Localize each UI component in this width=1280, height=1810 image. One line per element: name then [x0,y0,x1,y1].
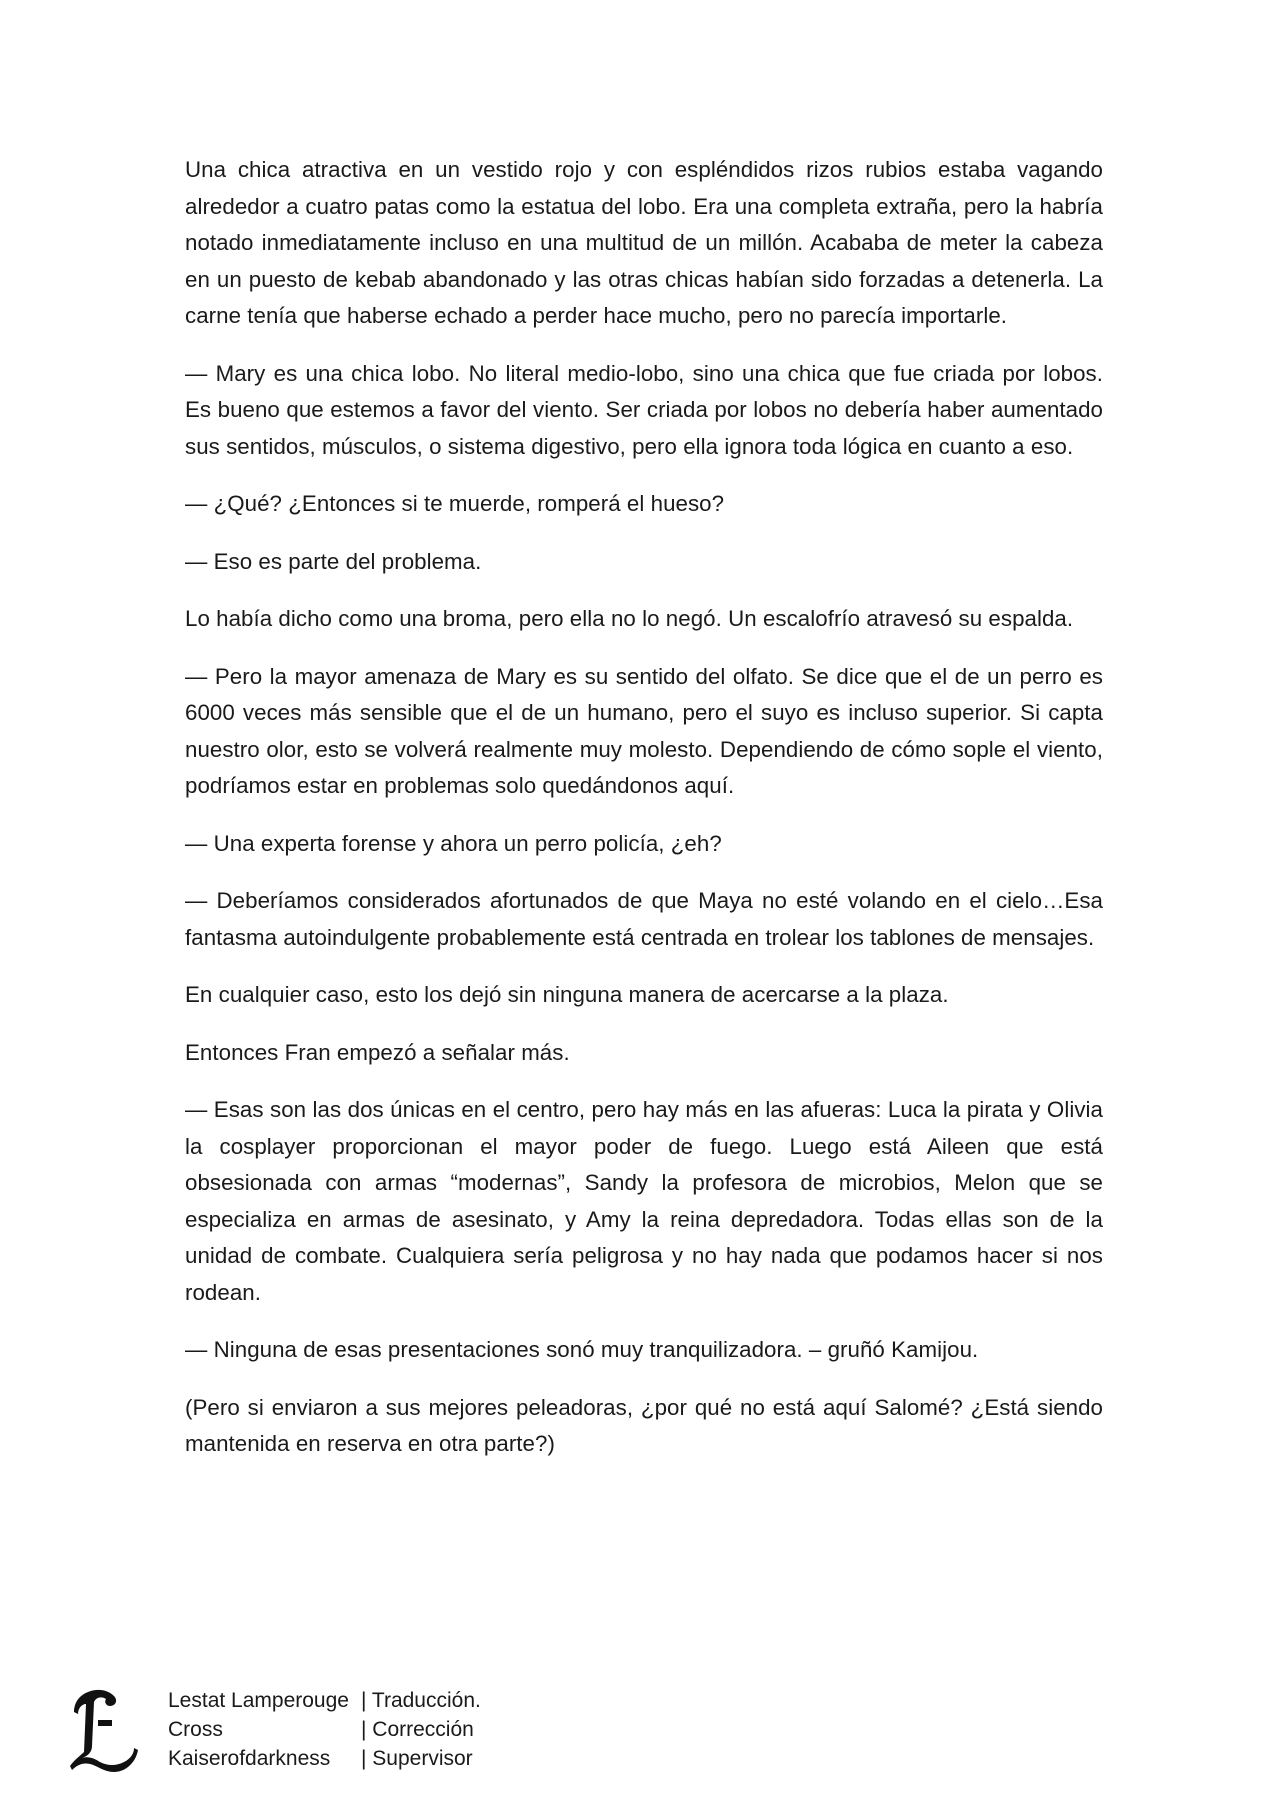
credit-name: Cross [168,1718,223,1741]
paragraph: — Mary es una chica lobo. No literal medio-lobo, sino una chica que fue criada por lobos. Es bueno que estemos a favor del viento. Ser criada por lobos no debería haber aumentado sus sentidos, músculos, o sistema digestivo, pero ella ignora toda lógica en cuanto a eso. [185,360,1103,459]
credit-row [168,1686,481,1715]
paragraph: (Pero si enviaron a sus mejores peleadoras, ¿por qué no está aquí Salomé? ¿Está siendo mantenida en reserva en otra parte?) [185,1394,1103,1456]
paragraph: — Deberíamos considerados afortunados de que Maya no esté volando en el cielo…Esa fantasma autoindulgente probablemente está centrada en trolear los tablones de mensajes. [185,888,1103,950]
credits-footer [68,1686,588,1786]
document-body [185,152,1103,1484]
gothic-letter-l-logo-icon [68,1686,138,1774]
credit-role: | Traducción. [361,1689,481,1712]
credit-role: | Corrección [361,1718,474,1741]
paragraph: Lo había dicho como una broma, pero ella no lo negó. Un escalofrío atravesó su espalda. [185,606,1074,631]
paragraph: En cualquier caso, esto los dejó sin ninguna manera de acercarse a la plaza. [185,982,949,1007]
credit-row [168,1744,481,1773]
paragraph: — Eso es parte del problema. [185,548,482,574]
credits-list [168,1686,481,1773]
paragraph: — Esas son las dos únicas en el centro, pero hay más en las afueras: Luca la pirata y Olivia la cosplayer proporcionan el mayor poder de fuego. Luego está Aileen que está obsesionada con armas “modernas”, Sandy la profesora de microbios, Melon que se especializa en armas de asesinato, y Amy la reina depredadora. Todas ellas son de la unidad de combate. Cualquiera sería peligrosa y no hay nada que podamos hacer si nos rodean. [185,1097,1103,1305]
credit-role: | Supervisor [361,1747,473,1770]
credit-row [168,1715,481,1744]
paragraph: — ¿Qué? ¿Entonces si te muerde, romperá el hueso? [185,491,725,516]
credit-name: Kaiserofdarkness [168,1747,331,1770]
paragraph: — Pero la mayor amenaza de Mary es su sentido del olfato. Se dice que el de un perro es 6000 veces más sensible que el de un humano, pero el suyo es incluso superior. Si capta nuestro olor, esto se volverá realmente muy molesto. Dependiendo de cómo sople el viento, podríamos estar en problemas solo quedándonos aquí. [185,663,1103,798]
credit-name: Lestat Lamperouge [168,1689,349,1712]
paragraph: — Una experta forense y ahora un perro policía, ¿eh? [185,830,722,856]
paragraph: Una chica atractiva en un vestido rojo y con espléndidos rizos rubios estaba vagando alrededor a cuatro patas como la estatua del lobo. Era una completa extraña, pero la habría notado inmediatamente incluso en una multitud de un millón. Acababa de meter la cabeza en un puesto de kebab abandonado y las otras chicas habían sido forzadas a detenerla. La carne tenía que haberse echado a perder hace mucho, pero no parecía importarle. [185,157,1103,328]
paragraph: Entonces Fran empezó a señalar más. [185,1039,570,1065]
paragraph: — Ninguna de esas presentaciones sonó muy tranquilizadora. – gruñó Kamijou. [185,1337,979,1362]
